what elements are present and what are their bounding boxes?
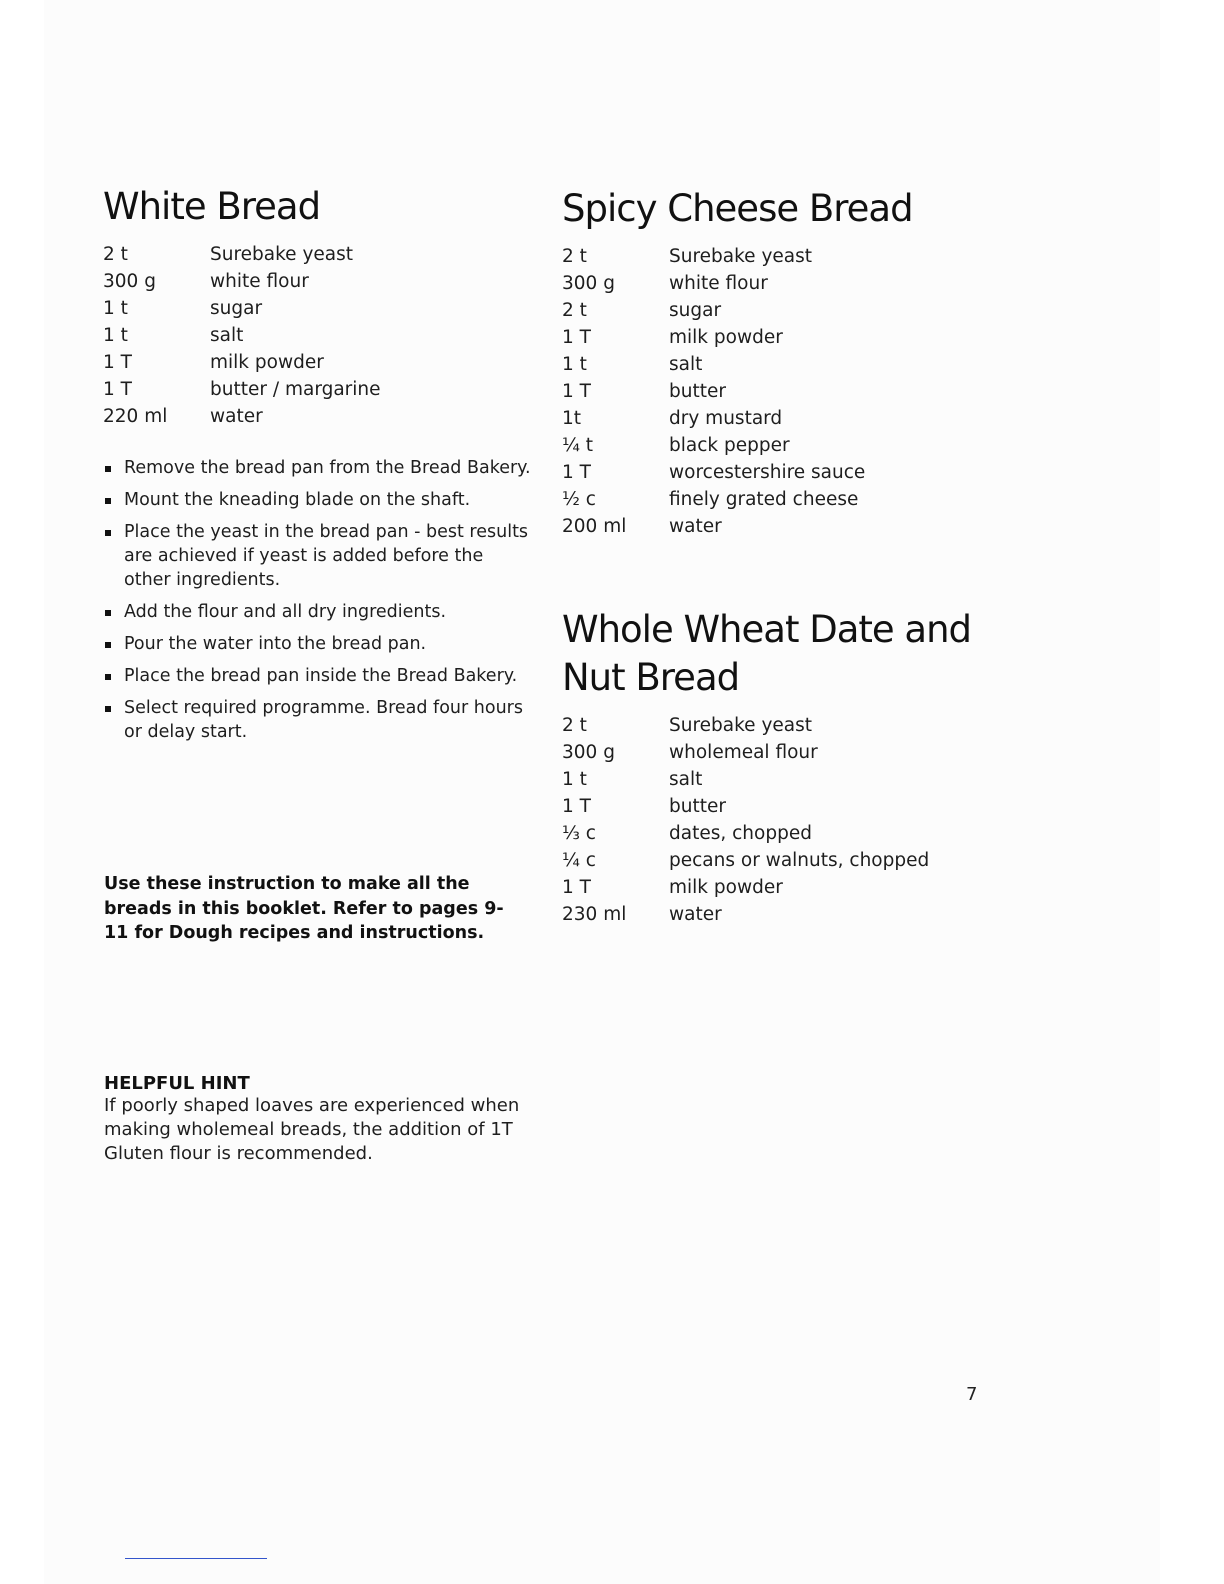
ingredient-qty: 2 t xyxy=(562,246,587,268)
ingredient-row xyxy=(562,739,929,766)
ingredient-item: milk powder xyxy=(669,327,783,349)
ingredient-item: dry mustard xyxy=(669,408,783,430)
ingredient-item: water xyxy=(669,516,722,538)
ingredient-row xyxy=(562,874,929,901)
ingredient-item: butter xyxy=(669,796,726,818)
white-bread-steps xyxy=(103,456,533,744)
ingredient-qty: 1 T xyxy=(562,877,591,899)
ingredient-row xyxy=(562,270,865,297)
page-number: 7 xyxy=(966,1384,978,1405)
white-bread-section xyxy=(103,183,533,752)
ingredient-item: wholemeal flour xyxy=(669,742,818,764)
ingredient-item: white flour xyxy=(210,271,309,293)
step-item: Mount the kneading blade on the shaft. xyxy=(103,488,533,512)
ingredient-row xyxy=(103,376,381,403)
ingredient-qty: ¼ c xyxy=(562,850,596,872)
ingredient-qty: 1 t xyxy=(103,298,128,320)
spicy-cheese-bread-title: Spicy Cheese Bread xyxy=(562,187,913,230)
ingredient-item: pecans or walnuts, chopped xyxy=(669,850,930,872)
ingredient-qty: 2 t xyxy=(562,715,587,737)
whole-wheat-bread-ingredients xyxy=(562,712,929,928)
hint-text: If poorly shaped loaves are experienced when making wholemeal breads, the addition of 1T Gluten flour is recommended. xyxy=(104,1095,520,1164)
ingredient-qty: 300 g xyxy=(562,742,615,764)
step-item: Remove the bread pan from the Bread Bakery. xyxy=(103,456,533,480)
ingredient-row xyxy=(562,243,865,270)
ingredient-qty: 220 ml xyxy=(103,406,168,428)
ingredient-row xyxy=(103,403,381,430)
ingredient-row xyxy=(562,712,929,739)
ingredient-row xyxy=(562,405,865,432)
ingredient-qty: 1 t xyxy=(562,354,587,376)
white-bread-ingredients xyxy=(103,241,381,430)
ingredient-row xyxy=(562,297,865,324)
whole-wheat-bread-title: Whole Wheat Date and Nut Bread xyxy=(562,608,972,700)
ingredient-qty: 1 t xyxy=(103,325,128,347)
ingredient-row xyxy=(562,847,929,874)
ingredient-item: salt xyxy=(669,354,703,376)
ingredient-qty: ¼ t xyxy=(562,435,594,457)
ingredient-qty: 1 T xyxy=(103,352,132,374)
ingredient-item: finely grated cheese xyxy=(669,489,859,511)
ingredient-item: milk powder xyxy=(669,877,783,899)
ingredient-row xyxy=(562,324,865,351)
ingredient-qty: ½ c xyxy=(562,489,596,511)
step-item: Select required programme. Bread four hours or delay start. xyxy=(103,696,533,744)
step-item: Place the yeast in the bread pan - best results are achieved if yeast is added before the other ingredients. xyxy=(103,520,533,592)
ingredient-qty: 1 T xyxy=(562,381,591,403)
ingredient-qty: 1 t xyxy=(562,769,587,791)
ingredient-qty: 230 ml xyxy=(562,904,627,926)
footer-rule xyxy=(125,1558,267,1559)
ingredient-row xyxy=(103,295,381,322)
white-bread-title: White Bread xyxy=(103,185,321,228)
ingredient-row xyxy=(103,241,381,268)
spicy-cheese-bread-ingredients xyxy=(562,243,865,540)
ingredient-qty: 2 t xyxy=(103,244,128,266)
ingredient-row xyxy=(562,432,865,459)
ingredient-qty: ⅓ c xyxy=(562,823,596,845)
right-column xyxy=(562,185,982,928)
ingredient-row xyxy=(103,268,381,295)
ingredient-qty: 300 g xyxy=(103,271,156,293)
ingredient-item: water xyxy=(210,406,263,428)
step-item: Add the flour and all dry ingredients. xyxy=(103,600,533,624)
ingredient-item: dates, chopped xyxy=(669,823,812,845)
step-item: Pour the water into the bread pan. xyxy=(103,632,533,656)
ingredient-item: salt xyxy=(210,325,244,347)
step-item: Place the bread pan inside the Bread Bakery. xyxy=(103,664,533,688)
ingredient-row xyxy=(562,513,865,540)
ingredient-item: water xyxy=(669,904,722,926)
ingredient-row xyxy=(562,459,865,486)
ingredient-item: milk powder xyxy=(210,352,324,374)
ingredient-qty: 300 g xyxy=(562,273,615,295)
ingredient-item: butter xyxy=(669,381,726,403)
instructions-note: Use these instruction to make all the breads in this booklet. Refer to pages 9-11 for Dough recipes and instructions. xyxy=(104,874,504,943)
ingredient-item: Surebake yeast xyxy=(669,246,813,268)
ingredient-item: worcestershire sauce xyxy=(669,462,866,484)
ingredient-qty: 200 ml xyxy=(562,516,627,538)
ingredient-row xyxy=(562,378,865,405)
ingredient-row xyxy=(562,901,929,928)
ingredient-item: salt xyxy=(669,769,703,791)
ingredient-row xyxy=(562,793,929,820)
ingredient-qty: 1 T xyxy=(103,379,132,401)
helpful-hint xyxy=(104,1073,534,1166)
ingredient-row xyxy=(562,766,929,793)
ingredient-row xyxy=(562,820,929,847)
ingredient-row xyxy=(562,486,865,513)
ingredient-qty: 1 T xyxy=(562,327,591,349)
ingredient-item: butter / margarine xyxy=(210,379,381,401)
hint-heading: HELPFUL HINT xyxy=(104,1073,250,1094)
ingredient-qty: 1 T xyxy=(562,462,591,484)
ingredient-item: white flour xyxy=(669,273,768,295)
ingredient-item: Surebake yeast xyxy=(210,244,354,266)
ingredient-row xyxy=(103,349,381,376)
ingredient-item: sugar xyxy=(669,300,722,322)
ingredient-qty: 1 T xyxy=(562,796,591,818)
ingredient-qty: 1t xyxy=(562,408,582,430)
ingredient-row xyxy=(103,322,381,349)
ingredient-qty: 2 t xyxy=(562,300,587,322)
ingredient-item: black pepper xyxy=(669,435,790,457)
ingredient-row xyxy=(562,351,865,378)
ingredient-item: Surebake yeast xyxy=(669,715,813,737)
ingredient-item: sugar xyxy=(210,298,263,320)
